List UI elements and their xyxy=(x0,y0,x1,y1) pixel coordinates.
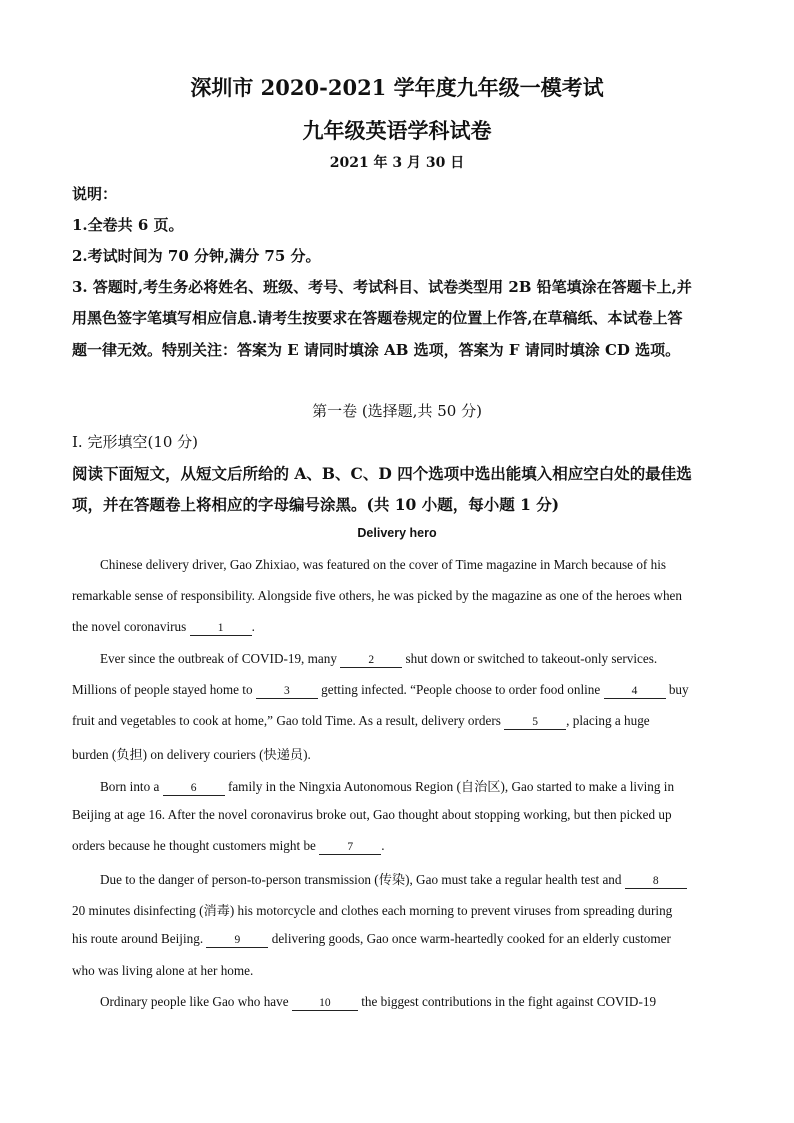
answer-blank-6: 6 xyxy=(163,782,225,796)
note-item-3-line-3: 题一律无效。特别关注：答案为 E 请同时填涂 AB 选项，答案为 F 请同时填涂 CD 选项。 xyxy=(72,341,681,359)
exam-date: 2021 年 3 月 30 日 xyxy=(329,155,465,171)
exam-title: 深圳市 2020-2021 学年度九年级一模考试 xyxy=(190,75,604,100)
passage-line: Due to the danger of person-to-person transmission (传染), Gao must take a regular health test and 8 xyxy=(100,869,687,889)
answer-blank-1: 1 xyxy=(190,622,252,636)
paper-subtitle: 九年级英语学科试卷 xyxy=(302,118,492,143)
answer-blank-7: 7 xyxy=(319,841,381,855)
passage-title: Delivery hero xyxy=(357,526,437,540)
instruction-line-2: 项，并在答题卷上将相应的字母编号涂黑。(共 10 小题，每小题 1 分) xyxy=(72,495,560,514)
answer-blank-8: 8 xyxy=(625,875,687,889)
passage-line: Ordinary people like Gao who have 10 the biggest contributions in the fight against COVID-19 xyxy=(100,994,657,1009)
passage-line: Millions of people stayed home to 3 getting infected. “People choose to order food online 4 buy xyxy=(72,682,689,697)
passage-line: Ever since the outbreak of COVID-19, many 2 shut down or switched to takeout-only services. xyxy=(100,651,658,666)
note-item-1: 1.全卷共 6 页。 xyxy=(72,216,184,234)
passage-line: orders because he thought customers might be 7 . xyxy=(72,838,385,853)
note-item-3-line-2: 用黑色签字笔填写相应信息.请考生按要求在答题卷规定的位置上作答,在草稿纸、本试卷上答 xyxy=(72,309,683,327)
passage-line: Born into a 6 family in the Ningxia Autonomous Region (自治区), Gao started to make a living in xyxy=(100,779,675,794)
notes-heading: 说明： xyxy=(72,185,118,203)
answer-blank-3: 3 xyxy=(256,685,318,699)
passage-line: his route around Beijing. 9 delivering goods, Gao once warm-heartedly cooked for an elderly customer xyxy=(72,931,671,946)
passage-line: Beijing at age 16. After the novel coronavirus broke out, Gao thought about stopping working, but then picked up xyxy=(72,807,672,822)
part-title: I. 完形填空(10 分) xyxy=(72,433,199,451)
note-item-2: 2.考试时间为 70 分钟,满分 75 分。 xyxy=(72,247,321,265)
passage-line: fruit and vegetables to cook at home,” Gao told Time. As a result, delivery orders 5 , placing a huge xyxy=(72,713,650,728)
answer-blank-2: 2 xyxy=(340,654,402,668)
answer-blank-10: 10 xyxy=(292,997,358,1011)
passage-line: who was living alone at her home. xyxy=(72,963,254,978)
passage-line: 20 minutes disinfecting (消毒) his motorcycle and clothes each morning to prevent viruses from spreading during xyxy=(72,903,673,918)
answer-blank-9: 9 xyxy=(206,934,268,948)
answer-blank-5: 5 xyxy=(504,716,566,730)
answer-blank-4: 4 xyxy=(604,685,666,699)
passage-line: remarkable sense of responsibility. Alongside five others, he was picked by the magazine as one of the heroes when xyxy=(72,588,682,603)
passage-line: the novel coronavirus 1 . xyxy=(72,619,255,634)
passage-line: burden (负担) on delivery couriers (快递员). xyxy=(72,747,311,762)
note-item-3-line-1: 3. 答题时,考生务必将姓名、班级、考号、考试科目、试卷类型用 2B 铅笔填涂在答题卡上,并 xyxy=(72,278,692,296)
passage-line: Chinese delivery driver, Gao Zhixiao, was featured on the cover of Time magazine in March because of his xyxy=(100,557,666,572)
instruction-line-1: 阅读下面短文，从短文后所给的 A、B、C、D 四个选项中选出能填入相应空白处的最佳选 xyxy=(72,464,692,483)
section-title: 第一卷 (选择题,共 50 分) xyxy=(312,402,482,420)
